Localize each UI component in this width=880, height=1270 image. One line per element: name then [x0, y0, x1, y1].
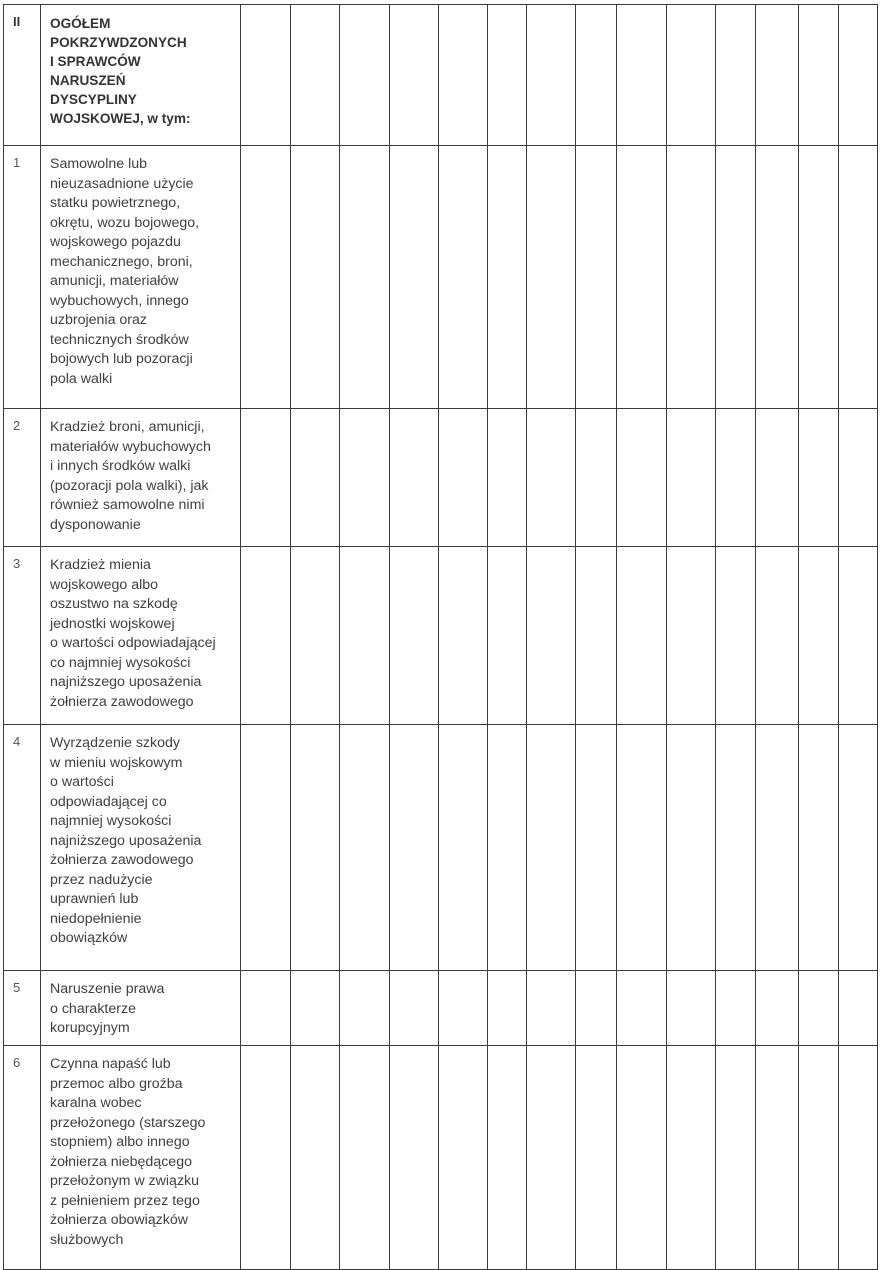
description-line: co najmniej wysokości: [50, 654, 191, 671]
description-line: o wartości odpowiadającej: [50, 635, 216, 651]
description-line: WOJSKOWEJ, w tym:: [50, 111, 191, 126]
data-cell[interactable]: [576, 409, 617, 547]
data-cell[interactable]: [488, 409, 527, 547]
description-line: POKRZYWDZONYCH: [50, 35, 187, 50]
row-description: [41, 971, 241, 1046]
row-number: 1: [4, 146, 41, 409]
data-cell[interactable]: [340, 409, 390, 547]
data-cell[interactable]: [439, 725, 488, 971]
data-cell[interactable]: [527, 5, 576, 146]
data-cell[interactable]: [716, 409, 756, 547]
data-cell[interactable]: [576, 725, 617, 971]
data-cell[interactable]: [716, 1046, 756, 1270]
data-cell[interactable]: [488, 5, 527, 146]
data-cell[interactable]: [716, 547, 756, 725]
data-cell[interactable]: [291, 146, 340, 409]
data-cell[interactable]: [340, 5, 390, 146]
data-cell[interactable]: [667, 1046, 716, 1270]
row-description: [41, 146, 241, 409]
data-cell[interactable]: [576, 971, 617, 1046]
data-cell[interactable]: [799, 146, 839, 409]
data-cell[interactable]: [439, 971, 488, 1046]
data-cell[interactable]: [291, 409, 340, 547]
description-line: I SPRAWCÓW: [50, 54, 141, 69]
data-cell[interactable]: [241, 146, 291, 409]
data-cell[interactable]: [756, 971, 799, 1046]
description-line: przełożonego (starszego: [50, 1114, 206, 1131]
row-description: [41, 725, 241, 971]
data-cell[interactable]: [839, 409, 878, 547]
description-line: najniższego uposażenia: [50, 674, 202, 690]
data-cell[interactable]: [617, 5, 667, 146]
description-line: stopniem) albo innego: [50, 1134, 190, 1150]
data-cell[interactable]: [799, 1046, 839, 1270]
description-line: najmniej wysokości: [50, 813, 172, 829]
data-cell[interactable]: [390, 1046, 439, 1270]
description-line: odpowiadającej co: [50, 793, 167, 810]
data-cell[interactable]: [340, 1046, 390, 1270]
description-line: najniższego uposażenia: [50, 832, 202, 849]
row-description: [41, 409, 241, 547]
data-cell[interactable]: [241, 725, 291, 971]
description-line: wybuchowych, innego: [50, 292, 189, 309]
data-cell[interactable]: [390, 725, 439, 971]
description-line: technicznych środków: [50, 331, 189, 348]
data-cell[interactable]: [799, 409, 839, 547]
data-cell[interactable]: [716, 725, 756, 971]
data-cell[interactable]: [527, 971, 576, 1046]
data-cell[interactable]: [617, 725, 667, 971]
row-number: 6: [4, 1046, 41, 1270]
description-line: i innych środków walki: [50, 458, 191, 474]
data-cell[interactable]: [488, 1046, 527, 1270]
data-cell[interactable]: [439, 146, 488, 409]
data-cell[interactable]: [241, 547, 291, 725]
data-cell[interactable]: [667, 146, 716, 409]
data-cell[interactable]: [291, 971, 340, 1046]
data-cell[interactable]: [756, 409, 799, 547]
data-cell[interactable]: [439, 1046, 488, 1270]
data-cell[interactable]: [617, 1046, 667, 1270]
description-line: Naruszenie prawa: [50, 981, 165, 997]
data-cell[interactable]: [340, 725, 390, 971]
description-line: amunicji, materiałów: [50, 273, 179, 289]
description-line: karalna wobec: [50, 1095, 142, 1111]
description-line: służbowych: [50, 1231, 124, 1248]
data-cell[interactable]: [241, 5, 291, 146]
data-cell[interactable]: [390, 5, 439, 146]
description-line: Samowolne lub: [50, 156, 148, 172]
data-cell[interactable]: [576, 5, 617, 146]
description-line: niedopełnienie: [50, 910, 142, 927]
table-row: [4, 1046, 878, 1270]
data-cell[interactable]: [241, 971, 291, 1046]
description-line: przełożonym w związku: [50, 1173, 200, 1189]
data-cell[interactable]: [340, 146, 390, 409]
data-cell[interactable]: [527, 547, 576, 725]
data-cell[interactable]: [390, 409, 439, 547]
row-description: [41, 547, 241, 725]
data-cell[interactable]: [576, 146, 617, 409]
data-cell[interactable]: [716, 971, 756, 1046]
description-line: obowiązków: [50, 930, 128, 946]
data-cell[interactable]: [756, 5, 799, 146]
data-cell[interactable]: [756, 146, 799, 409]
data-cell[interactable]: [839, 5, 878, 146]
description-line: żołnierza niebędącego: [50, 1153, 192, 1170]
data-cell[interactable]: [439, 547, 488, 725]
data-cell[interactable]: [799, 725, 839, 971]
data-cell[interactable]: [291, 547, 340, 725]
table-header-row: [4, 5, 878, 146]
disciplinary-violations-table: [3, 4, 878, 1270]
data-cell[interactable]: [756, 547, 799, 725]
description-line: o charakterze: [50, 1000, 136, 1017]
row-number: 2: [4, 409, 41, 547]
table-row: [4, 547, 878, 725]
description-line: mechanicznego, broni,: [50, 253, 193, 270]
description-line: DYSCYPLINY: [50, 92, 137, 107]
description-line: statku powietrznego,: [50, 195, 181, 211]
description-line: Czynna napaść lub: [50, 1056, 171, 1072]
data-cell[interactable]: [617, 971, 667, 1046]
data-cell[interactable]: [291, 725, 340, 971]
row-description: [41, 5, 241, 146]
data-cell[interactable]: [390, 971, 439, 1046]
data-cell[interactable]: [799, 547, 839, 725]
data-cell[interactable]: [799, 5, 839, 146]
description-line: uprawnień lub: [50, 891, 139, 907]
data-cell[interactable]: [488, 725, 527, 971]
data-cell[interactable]: [340, 971, 390, 1046]
description-line: Kradzież broni, amunicji,: [50, 419, 205, 435]
description-line: przemoc albo groźba: [50, 1075, 183, 1092]
description-line: Kradzież mienia: [50, 557, 151, 573]
description-line: pola walki: [50, 370, 113, 387]
row-number: 3: [4, 547, 41, 725]
data-cell[interactable]: [439, 409, 488, 547]
data-cell[interactable]: [839, 547, 878, 725]
data-cell[interactable]: [488, 971, 527, 1046]
description-line: o wartości: [50, 774, 114, 790]
table-row: [4, 725, 878, 971]
data-cell[interactable]: [667, 5, 716, 146]
data-cell[interactable]: [667, 547, 716, 725]
data-cell[interactable]: [291, 5, 340, 146]
description-line: nieuzasadnione użycie: [50, 175, 194, 192]
description-line: (pozoracji pola walki), jak: [50, 477, 209, 494]
description-line: dysponowanie: [50, 516, 141, 533]
data-cell[interactable]: [839, 1046, 878, 1270]
description-line: materiałów wybuchowych: [50, 438, 211, 455]
table-row: [4, 146, 878, 409]
data-cell[interactable]: [799, 971, 839, 1046]
data-cell[interactable]: [390, 547, 439, 725]
data-cell[interactable]: [291, 1046, 340, 1270]
description-line: z pełnieniem przez tego: [50, 1192, 200, 1209]
data-cell[interactable]: [716, 5, 756, 146]
data-cell[interactable]: [576, 547, 617, 725]
row-number: 5: [4, 971, 41, 1046]
description-line: żołnierza zawodowego: [50, 693, 194, 710]
description-line: przez nadużycie: [50, 871, 153, 888]
description-line: Wyrządzenie szkody: [50, 735, 180, 751]
row-number: II: [4, 5, 41, 146]
description-line: okrętu, wozu bojowego,: [50, 214, 200, 231]
description-line: uzbrojenia oraz: [50, 312, 148, 328]
description-line: jednostki wojskowej: [50, 615, 175, 632]
data-cell[interactable]: [617, 409, 667, 547]
description-line: oszustwo na szkodę: [50, 596, 178, 612]
description-line: w mieniu wojskowym: [50, 754, 183, 771]
data-cell[interactable]: [390, 146, 439, 409]
row-description: [41, 1046, 241, 1270]
data-cell[interactable]: [488, 146, 527, 409]
description-line: bojowych lub pozoracji: [50, 351, 193, 367]
data-cell[interactable]: [667, 971, 716, 1046]
data-cell[interactable]: [667, 725, 716, 971]
data-cell[interactable]: [839, 971, 878, 1046]
description-line: wojskowego albo: [50, 576, 159, 593]
data-cell[interactable]: [839, 146, 878, 409]
data-cell[interactable]: [527, 725, 576, 971]
data-cell[interactable]: [617, 146, 667, 409]
data-cell[interactable]: [527, 409, 576, 547]
description-line: wojskowego pojazdu: [50, 234, 181, 250]
data-cell[interactable]: [617, 547, 667, 725]
description-line: korupcyjnym: [50, 1020, 130, 1036]
data-cell[interactable]: [576, 1046, 617, 1270]
data-cell[interactable]: [439, 5, 488, 146]
description-line: NARUSZEŃ: [50, 73, 126, 88]
row-number: 4: [4, 725, 41, 971]
data-cell[interactable]: [667, 409, 716, 547]
data-cell[interactable]: [716, 146, 756, 409]
data-cell[interactable]: [839, 725, 878, 971]
description-line: również samowolne nimi: [50, 497, 205, 513]
description-line: żołnierza obowiązków: [50, 1212, 189, 1228]
description-line: OGÓŁEM: [50, 16, 111, 31]
description-line: żołnierza zawodowego: [50, 852, 194, 868]
data-cell[interactable]: [756, 1046, 799, 1270]
data-cell[interactable]: [756, 725, 799, 971]
data-cell[interactable]: [527, 1046, 576, 1270]
data-cell[interactable]: [241, 1046, 291, 1270]
data-cell[interactable]: [340, 547, 390, 725]
data-cell[interactable]: [527, 146, 576, 409]
data-cell[interactable]: [488, 547, 527, 725]
data-cell[interactable]: [241, 409, 291, 547]
table-row: [4, 971, 878, 1046]
table-row: [4, 409, 878, 547]
